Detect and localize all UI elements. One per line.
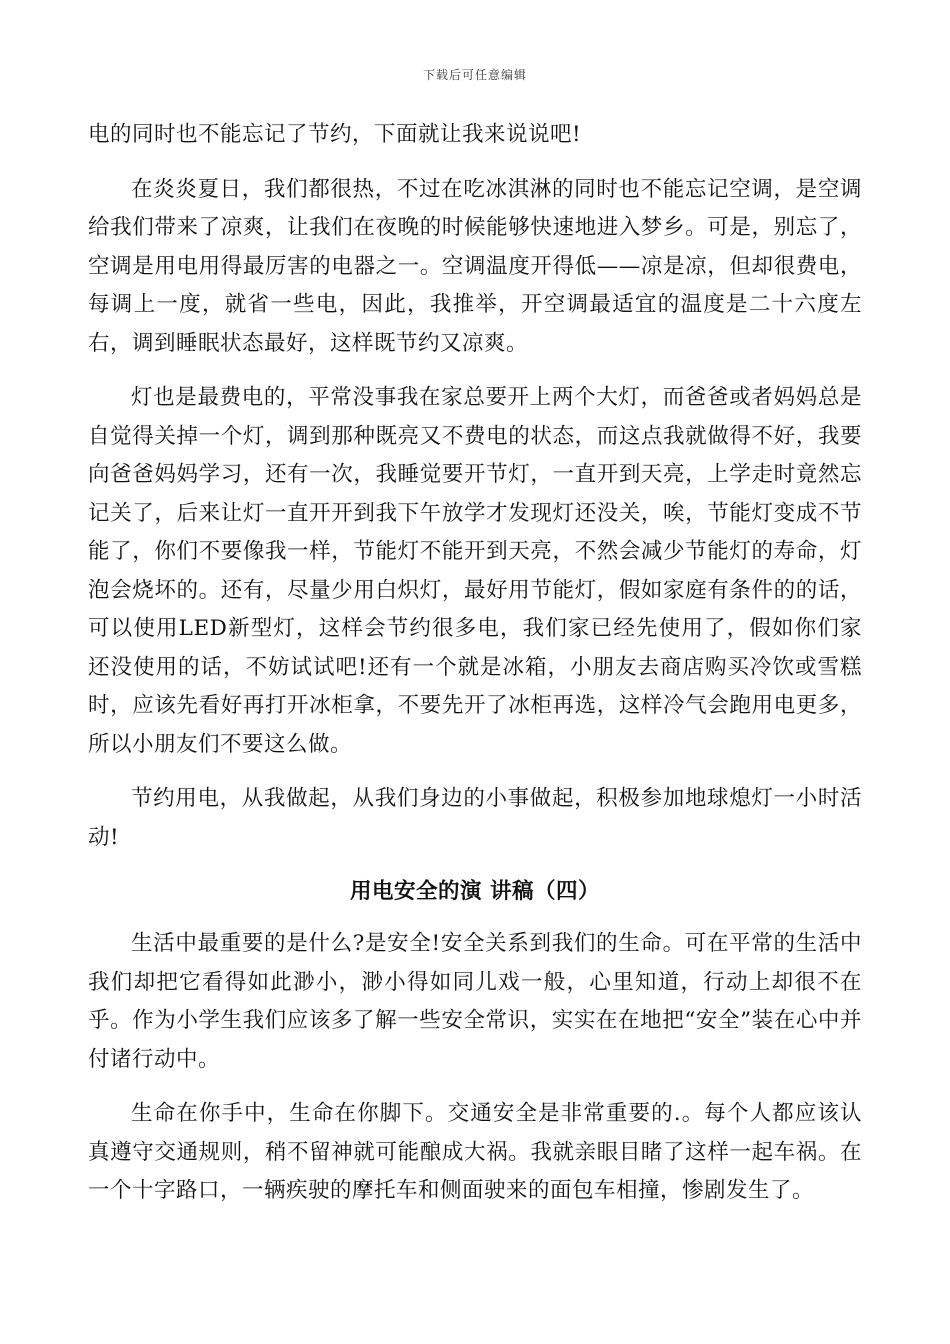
paragraph-safety-intro: 生活中最重要的是什么?是安全!安全关系到我们的生命。可在平常的生活中我们却把它看得如此渺小，渺小得如同儿戏一般，心里知道，行动上却很不在乎。作为小学生我们应该多了解一些安全常识，实实在在地把“安全”装在心中并付诸行动中。 [88, 931, 862, 1072]
paragraph-traffic-safety: 生命在你手中，生命在你脚下。交通安全是非常重要的.。每个人都应该认真遵守交通规则，稍不留神就可能酿成大祸。我就亲眼目睹了这样一起车祸。在一个十字路口，一辆疾驶的摩托车和侧面驶来的面包车相撞，惨剧发生了。 [88, 1101, 862, 1203]
paragraph-air-conditioning: 在炎炎夏日，我们都很热，不过在吃冰淇淋的同时也不能忘记空调，是空调给我们带来了凉爽，让我们在夜晚的时候能够快速地进入梦乡。可是，别忘了，空调是用电用得最厉害的电器之一。空调温度开得低——凉是凉，但却很费电，每调上一度，就省一些电，因此，我推举，开空调最适宜的温度是二十六度左右，调到睡眠状态最好，这样既节约又凉爽。 [88, 176, 862, 356]
page-header-note: 下载后可任意编辑 [422, 68, 527, 82]
paragraph-continuation: 电的同时也不能忘记了节约，下面就让我来说说吧! [88, 122, 582, 147]
paragraph-conclusion: 节约用电，从我做起，从我们身边的小事做起，积极参加地球熄灯一小时活动! [88, 786, 862, 850]
paragraph-lights: 灯也是最费电的，平常没事我在家总要开上两个大灯，而爸爸或者妈妈总是自觉得关掉一个灯，调到那种既亮又不费电的状态，而这点我就做得不好，我要向爸爸妈妈学习，还有一次，我睡觉要开节灯，一直开到天亮，上学走时竟然忘记关了，后来让灯一直开开到我下午放学才发现灯还没关，唉，节能灯变成不节能了，你们不要像我一样，节能灯不能开到天亮，不然会减少节能灯的寿命，灯泡会烧坏的。还有，尽量少用白炽灯，最好用节能灯，假如家庭有条件的的话，可以使用LED新型灯，这样会节约很多电，我们家已经先使用了，假如你们家还没使用的话，不妨试试吧!还有一个就是冰箱，小朋友去商店购买冷饮或雪糕时，应该先看好再打开冰柜拿，不要先开了冰柜再选，这样冷气会跑用电更多，所以小朋友们不要这么做。 [88, 385, 862, 757]
document-body [88, 116, 862, 1211]
section-heading: 用电安全的演 讲稿（四） [350, 879, 600, 904]
